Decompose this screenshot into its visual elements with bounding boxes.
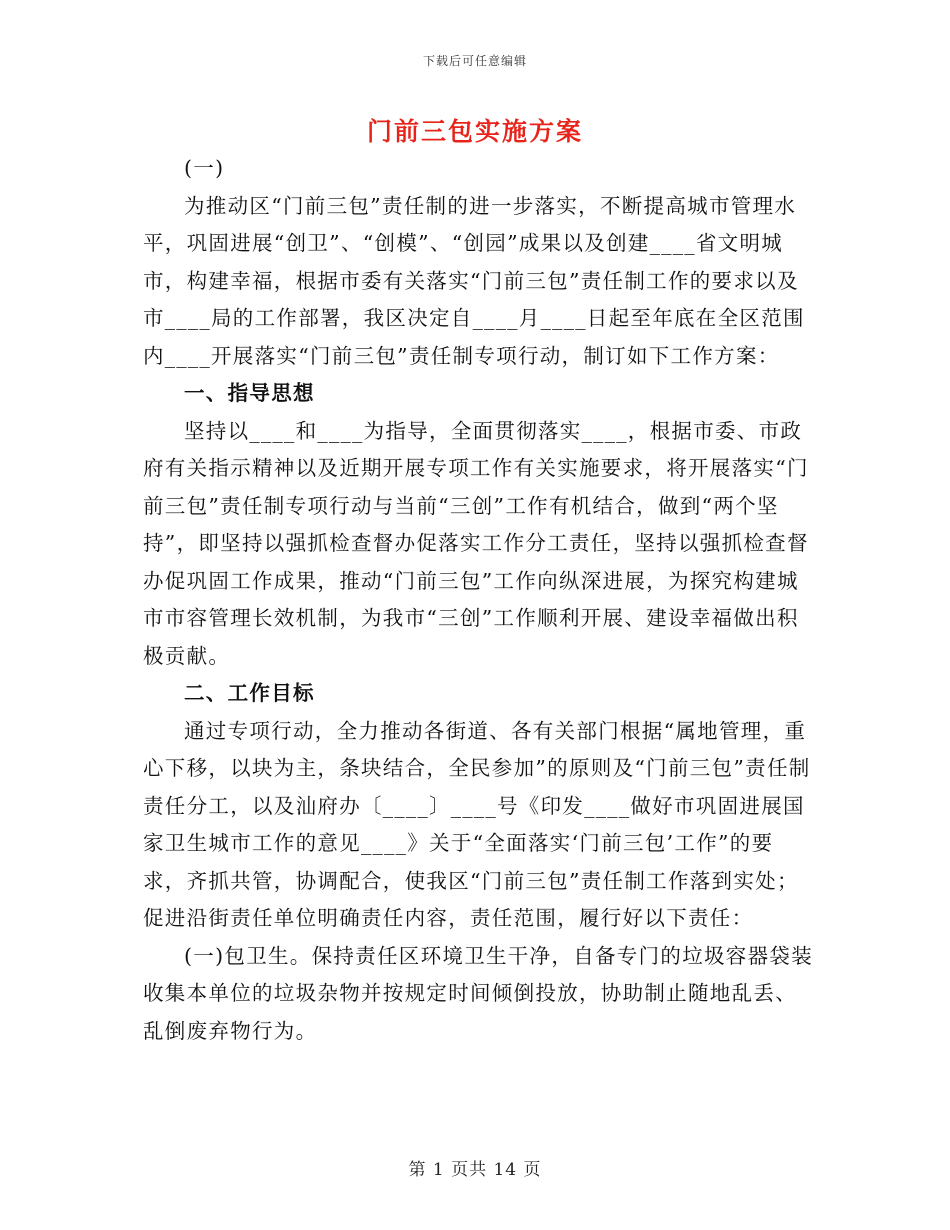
document-title: 门前三包实施方案 [366, 117, 583, 146]
page-footer: 第 1 页共 14 页 [408, 1160, 542, 1180]
section-marker: (一) [184, 156, 225, 180]
document-body [143, 150, 815, 1050]
section2-item1-paragraph: (一)包卫生。保持责任区环境卫生干净，自备专门的垃圾容器袋装收集本单位的垃圾杂物并按规定时间倾倒投放，协助制止随地乱丢、乱倒废弃物行为。 [143, 943, 813, 1043]
section2-paragraph: 通过专项行动，全力推动各街道、各有关部门根据“属地管理，重心下移，以块为主，条块结合，全民参加”的原则及“门前三包”责任制责任分工，以及汕府办〔____〕____号《印发____做好市巩固进展国家卫生城市工作的意见____》关于“全面落实‘门前三包’工作”的要求，齐抓共管，协调配合，使我区“门前三包”责任制工作落到实处；促进沿街责任单位明确责任内容，责任范围，履行好以下责任： [143, 718, 811, 930]
header-note: 下载后可任意编辑 [422, 54, 527, 68]
section1-heading: 一、指导思想 [184, 381, 315, 405]
intro-paragraph: 为推动区“门前三包”责任制的进一步落实，不断提高城市管理水平，巩固进展“创卫”、“创模”、“创园”成果以及创建____省文明城市，构建幸福，根据市委有关落实“门前三包”责任制工作的要求以及市____局的工作部署，我区决定自____月____日起至年底在全区范围内____开展落实“门前三包”责任制专项行动，制订如下工作方案： [143, 193, 805, 368]
section2-heading: 二、工作目标 [184, 681, 315, 705]
section1-paragraph: 坚持以____和____为指导，全面贯彻落实____，根据市委、市政府有关指示精神以及近期开展专项工作有关实施要求，将开展落实“门前三包”责任制专项行动与当前“三创”工作有机结合，做到“两个坚持”，即坚持以强抓检查督办促落实工作分工责任，坚持以强抓检查督办促巩固工作成果，推动“门前三包”工作向纵深进展，为探究构建城市市容管理长效机制，为我市“三创”工作顺利开展、建设幸福做出积极贡献。 [143, 418, 809, 668]
